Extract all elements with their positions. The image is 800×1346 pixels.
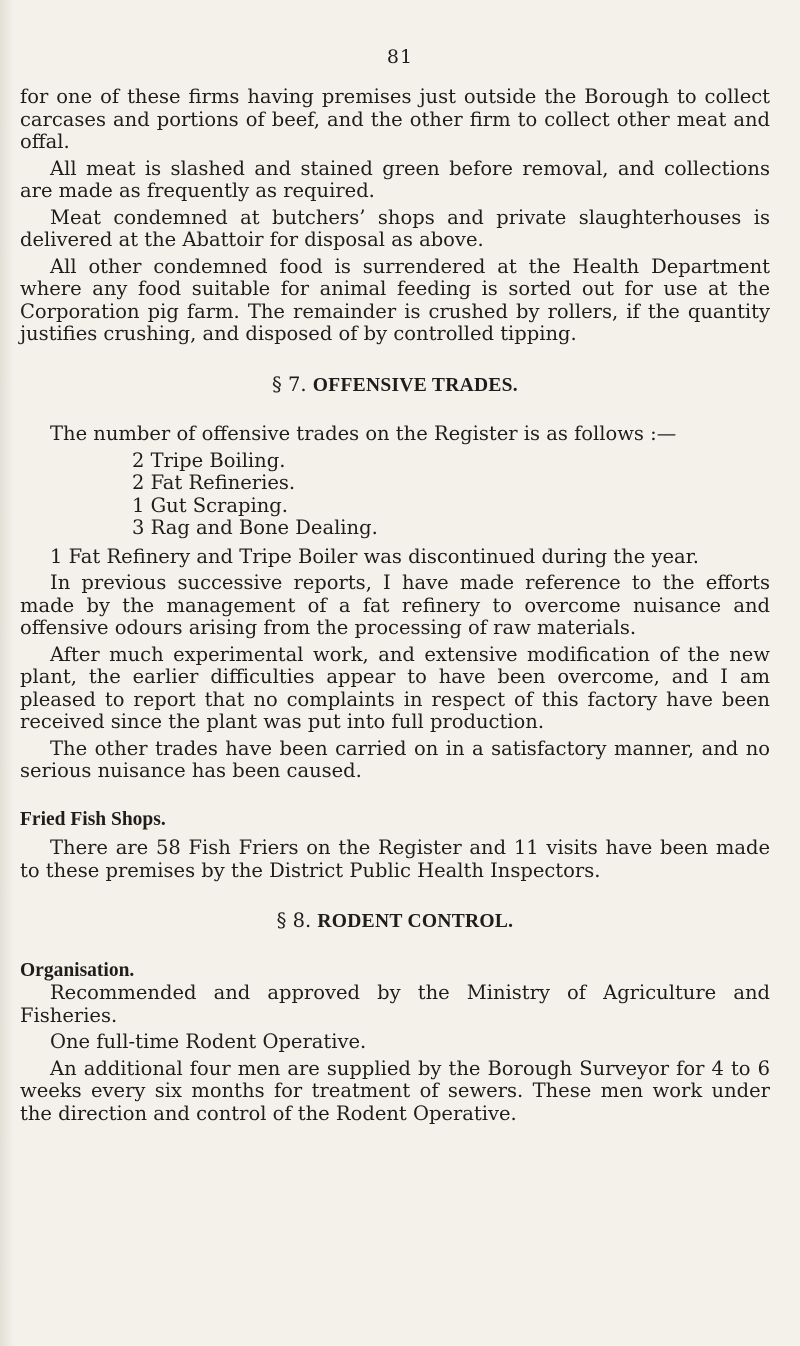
paragraph: The other trades have been carried on in a satisfactory manner, and no serious nuisance has been caused. [20,736,770,782]
list-item: 2 Fat Refineries. [132,471,296,494]
paragraph: 1 Fat Refinery and Tripe Boiler was discontinued during the year. [50,544,700,568]
page-number: 81 [386,46,414,68]
subheading-fried-fish-shops: Fried Fish Shops. [20,808,166,830]
paragraph: for one of these firms having premises just outside the Borough to collect carcases and portions of beef, and the other firm to collect other meat and offal. [20,85,770,153]
paragraph: In previous successive reports, I have made reference to the efforts made by the management of a fat refinery to overcome nuisance and offensive odours arising from the processing of raw materials. [20,571,770,639]
page-content [20,86,770,1129]
list-item: 1 Gut Scraping. [132,493,288,517]
paragraph: The number of offensive trades on the Register is as follows :— [50,422,677,445]
paragraph: An additional four men are supplied by the Borough Surveyor for 4 to 6 weeks every six months for treatment of sewers. These men work under the direction and control of the Rodent Operative. [20,1056,770,1125]
paragraph: After much experimental work, and extensive modification of the new plant, the earlier difficulties appear to have been overcome, and I am pleased to report that no complaints in respect of this factory have been received since the plant was put into full production. [20,642,770,733]
paragraph: Recommended and approved by the Ministry of Agriculture and Fisheries. [20,981,770,1027]
section-heading-offensive-trades [20,374,770,398]
list-item: 3 Rag and Bone Dealing. [132,516,378,539]
section-number: § 8. [276,909,312,932]
page-edge-shadow [0,0,14,1346]
section-number: § 7. [272,372,307,396]
paragraph: All meat is slashed and stained green before removal, and collections are made as frequently as required. [20,156,770,202]
paragraph: All other condemned food is surrendered at the Health Department where any food suitable for animal feeding is sorted out for use at the Corporation pig farm. The remainder is crushed by rollers, if the quantity justifies crushing, and disposed of by controlled tipping. [20,254,770,345]
paragraph: Meat condemned at butchers’ shops and private slaughterhouses is delivered at the Abattoir for disposal as above. [20,205,770,251]
section-title: OFFENSIVE TRADES. [312,374,518,396]
list-item: 2 Tripe Boiling. [132,448,286,472]
paragraph: One full-time Rodent Operative. [50,1030,367,1053]
subheading-organisation: Organisation. [20,959,135,981]
section-heading-rodent-control [20,910,770,934]
section-title: RODENT CONTROL. [317,911,514,932]
trades-list [20,450,770,540]
paragraph: There are 58 Fish Friers on the Register and 11 visits have been made to these premises by the District Public Health Inspectors. [20,836,770,882]
